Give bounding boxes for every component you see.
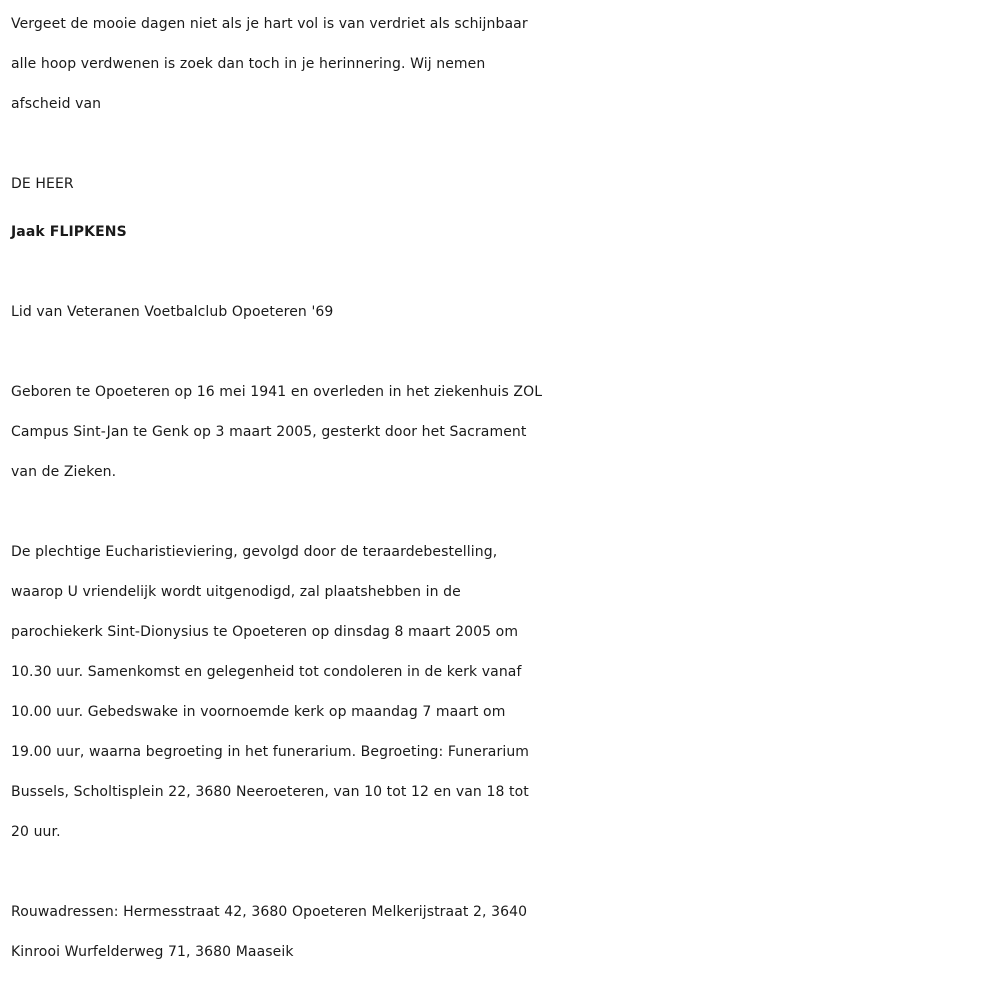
intro-paragraph [11, 4, 991, 124]
birth-death-line: Geboren te Opoeteren op 16 mei 1941 en overleden in het ziekenhuis ZOL [11, 384, 543, 400]
birth-death-paragraph [11, 372, 991, 492]
ceremony-paragraph [11, 532, 991, 852]
membership: Lid van Veteranen Voetbalclub Opoeteren '69 [11, 304, 334, 320]
spacer [11, 124, 991, 164]
ceremony-line: De plechtige Eucharistieviering, gevolgd door de teraardebestelling, [11, 544, 498, 560]
ceremony-line: waarop U vriendelijk wordt uitgenodigd, zal plaatshebben in de [11, 584, 461, 600]
intro-line: Vergeet de mooie dagen niet als je hart vol is van verdriet als schijnbaar [11, 16, 528, 32]
address-line: Rouwadressen: Hermesstraat 42, 3680 Opoeteren Melkerijstraat 2, 3640 [11, 904, 528, 920]
title-prefix: DE HEER [11, 176, 74, 192]
spacer [11, 852, 991, 892]
birth-death-line: Campus Sint-Jan te Genk op 3 maart 2005, gesterkt door het Sacrament [11, 424, 527, 440]
intro-line: afscheid van [11, 96, 102, 112]
spacer [11, 492, 991, 532]
obituary-document [11, 4, 991, 972]
address-line: Kinrooi Wurfelderweg 71, 3680 Maaseik [11, 944, 294, 960]
ceremony-line: 19.00 uur, waarna begroeting in het funerarium. Begroeting: Funerarium [11, 744, 530, 760]
intro-line: alle hoop verdwenen is zoek dan toch in je herinnering. Wij nemen [11, 56, 486, 72]
spacer [11, 252, 991, 292]
ceremony-line: 10.30 uur. Samenkomst en gelegenheid tot condoleren in de kerk vanaf [11, 664, 522, 680]
ceremony-line: 20 uur. [11, 824, 61, 840]
addresses-paragraph [11, 892, 991, 972]
ceremony-line: Bussels, Scholtisplein 22, 3680 Neeroeteren, van 10 tot 12 en van 18 tot [11, 784, 529, 800]
birth-death-line: van de Zieken. [11, 464, 117, 480]
deceased-name: Jaak FLIPKENS [11, 224, 127, 240]
spacer [11, 332, 991, 372]
ceremony-line: 10.00 uur. Gebedswake in voornoemde kerk op maandag 7 maart om [11, 704, 506, 720]
ceremony-line: parochiekerk Sint-Dionysius te Opoeteren op dinsdag 8 maart 2005 om [11, 624, 519, 640]
